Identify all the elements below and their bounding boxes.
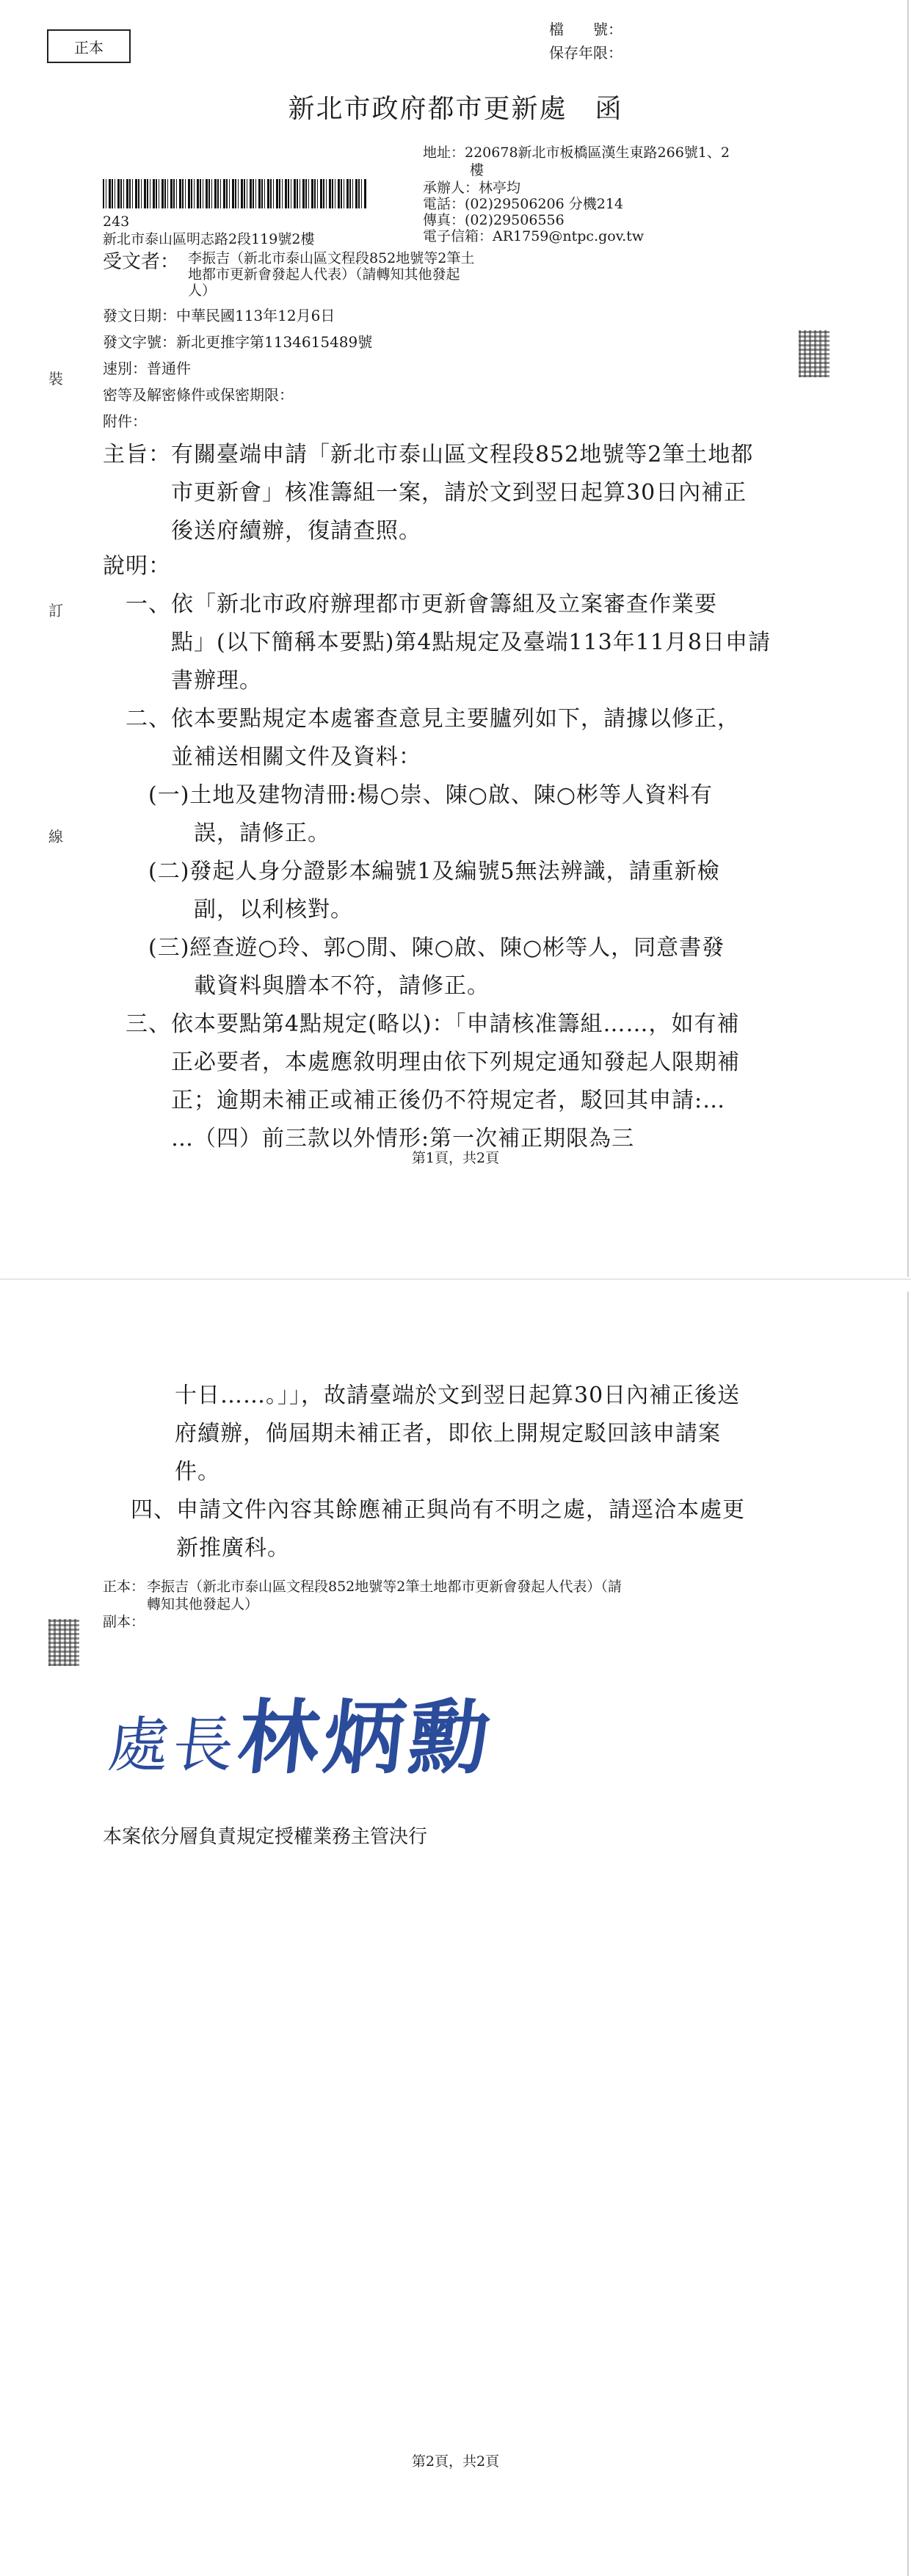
postal-code: 243 [103,214,130,230]
page-edge-line [907,0,909,1277]
delivery-speed: 速別：普通件 [103,360,191,377]
email-address: 電子信箱：AR1759@ntpc.gov.tw [423,228,645,244]
seal-title: 處長 [104,1711,242,1780]
binding-mark-xian: 線 [48,828,63,845]
fax-number: 傳真：(02)29506556 [423,212,565,228]
body-line: 誤，請修正。 [103,821,330,846]
document-qr-mark [48,1619,79,1666]
attachment-label: 附件： [103,412,147,430]
recipient-label: 受文者： [103,251,180,273]
handler-name: 承辦人：林亭均 [423,180,521,196]
phone-number: 電話：(02)29506206 分機214 [423,196,624,212]
recipient-name-line1: 李振吉（新北市泰山區文程段852地號等2筆土 [188,250,475,266]
explanation-item-four [131,1491,835,1568]
director-seal [104,1673,501,1789]
subject-line: 市更新會」核准籌組一案，請於文到翌日起算30日內補正 [103,480,747,506]
cc-original-line2: 轉知其他發起人） [147,1596,259,1612]
body-line: 三、依本要點第4點規定(略以)：「申請核准籌組……，如有補 [103,1011,740,1037]
body-line: 載資料與謄本不符，請修正。 [103,973,490,999]
recipient-address: 新北市泰山區明志路2段119號2樓 [103,231,315,247]
body-line: (二)發起人身分證影本編號1及編號5無法辨識，請重新檢 [103,859,720,884]
explanation-body [103,586,837,1158]
copy-stamp: 正本 [47,29,131,63]
authorization-note: 本案依分層負責規定授權業務主管決行 [103,1826,428,1848]
body-line: 二、依本要點規定本處審查意見主要臚列如下，請據以修正， [103,706,740,732]
document-number: 發文字號：新北更推字第1134615489號 [103,333,373,351]
document-page-1 [0,0,911,1277]
body-line: …（四）前三款以外情形:第一次補正期限為三 [103,1126,635,1151]
body-line: (一)土地及建物清冊:楊○崇、陳○啟、陳○彬等人資料有 [103,782,714,808]
barcode-graphic [103,179,367,208]
body-line: 件。 [175,1459,220,1485]
subject-line: 後送府續辦，復請查照。 [103,518,421,544]
body-line: 十日……。」」，故請臺端於文到翌日起算30日內補正後送 [175,1383,741,1408]
archive-number-label: 檔 號： [549,21,623,38]
page-footer: 第2頁，共2頁 [411,2453,500,2470]
body-line: 四、申請文件內容其餘應補正與尚有不明之處，請逕洽本處更 [131,1497,745,1523]
binding-mark-ding: 訂 [48,602,63,619]
page-footer: 第1頁，共2頁 [411,1150,500,1166]
agency-address: 地址：220678新北市板橋區漢生東路266號1、2 [423,145,730,161]
body-line: 正；逾期未補正或補正後仍不符規定者，駁回其申請:… [103,1088,726,1113]
page-edge-line [907,1292,909,2576]
agency-title: 新北市政府都市更新處 函 [288,94,623,124]
classification: 密等及解密條件或保密期限： [103,386,294,404]
binding-mark-zhuang: 裝 [48,370,63,388]
subject-paragraph [103,436,837,550]
document-qr-mark [799,330,830,377]
document-page-2 [0,1292,911,2576]
issue-date: 發文日期：中華民國113年12月6日 [103,307,335,324]
body-line: 一、依「新北市政府辦理都市更新會籌組及立案審查作業要 [103,592,717,617]
subject-line: 主旨：有關臺端申請「新北市泰山區文程段852地號等2筆土地都 [103,442,754,467]
explanation-label: 說明： [103,553,171,579]
cc-original-label: 正本： [103,1579,145,1595]
page-separator [0,1278,911,1280]
cc-original-line1: 李振吉（新北市泰山區文程段852地號等2筆土地都市更新會發起人代表）（請 [147,1579,622,1595]
agency-address-cont: 樓 [470,162,484,178]
body-line: 正必要者，本處應敘明理由依下列規定通知發起人限期補 [103,1049,740,1075]
body-line: 書辦理。 [103,668,262,694]
cc-copy-label: 副本： [103,1614,145,1630]
recipient-name-line2: 地都市更新會發起人代表）（請轉知其他發起 [188,266,460,283]
body-line: 點」(以下簡稱本要點)第4點規定及臺端113年11月8日申請 [103,630,772,655]
body-line: 新推廣科。 [131,1535,290,1561]
continuation-body [175,1377,835,1491]
recipient-name-line3: 人） [188,283,217,299]
body-line: 副，以利核對。 [103,897,353,923]
body-line: 府續辦，倘屆期未補正者，即依上開規定駁回該申請案 [175,1421,721,1447]
body-line: 並補送相關文件及資料： [103,744,421,770]
body-line: (三)經查遊○玲、郭○閒、陳○啟、陳○彬等人，同意書發 [103,935,725,961]
seal-name: 林炳勳 [233,1690,499,1785]
retention-label: 保存年限： [549,44,623,62]
